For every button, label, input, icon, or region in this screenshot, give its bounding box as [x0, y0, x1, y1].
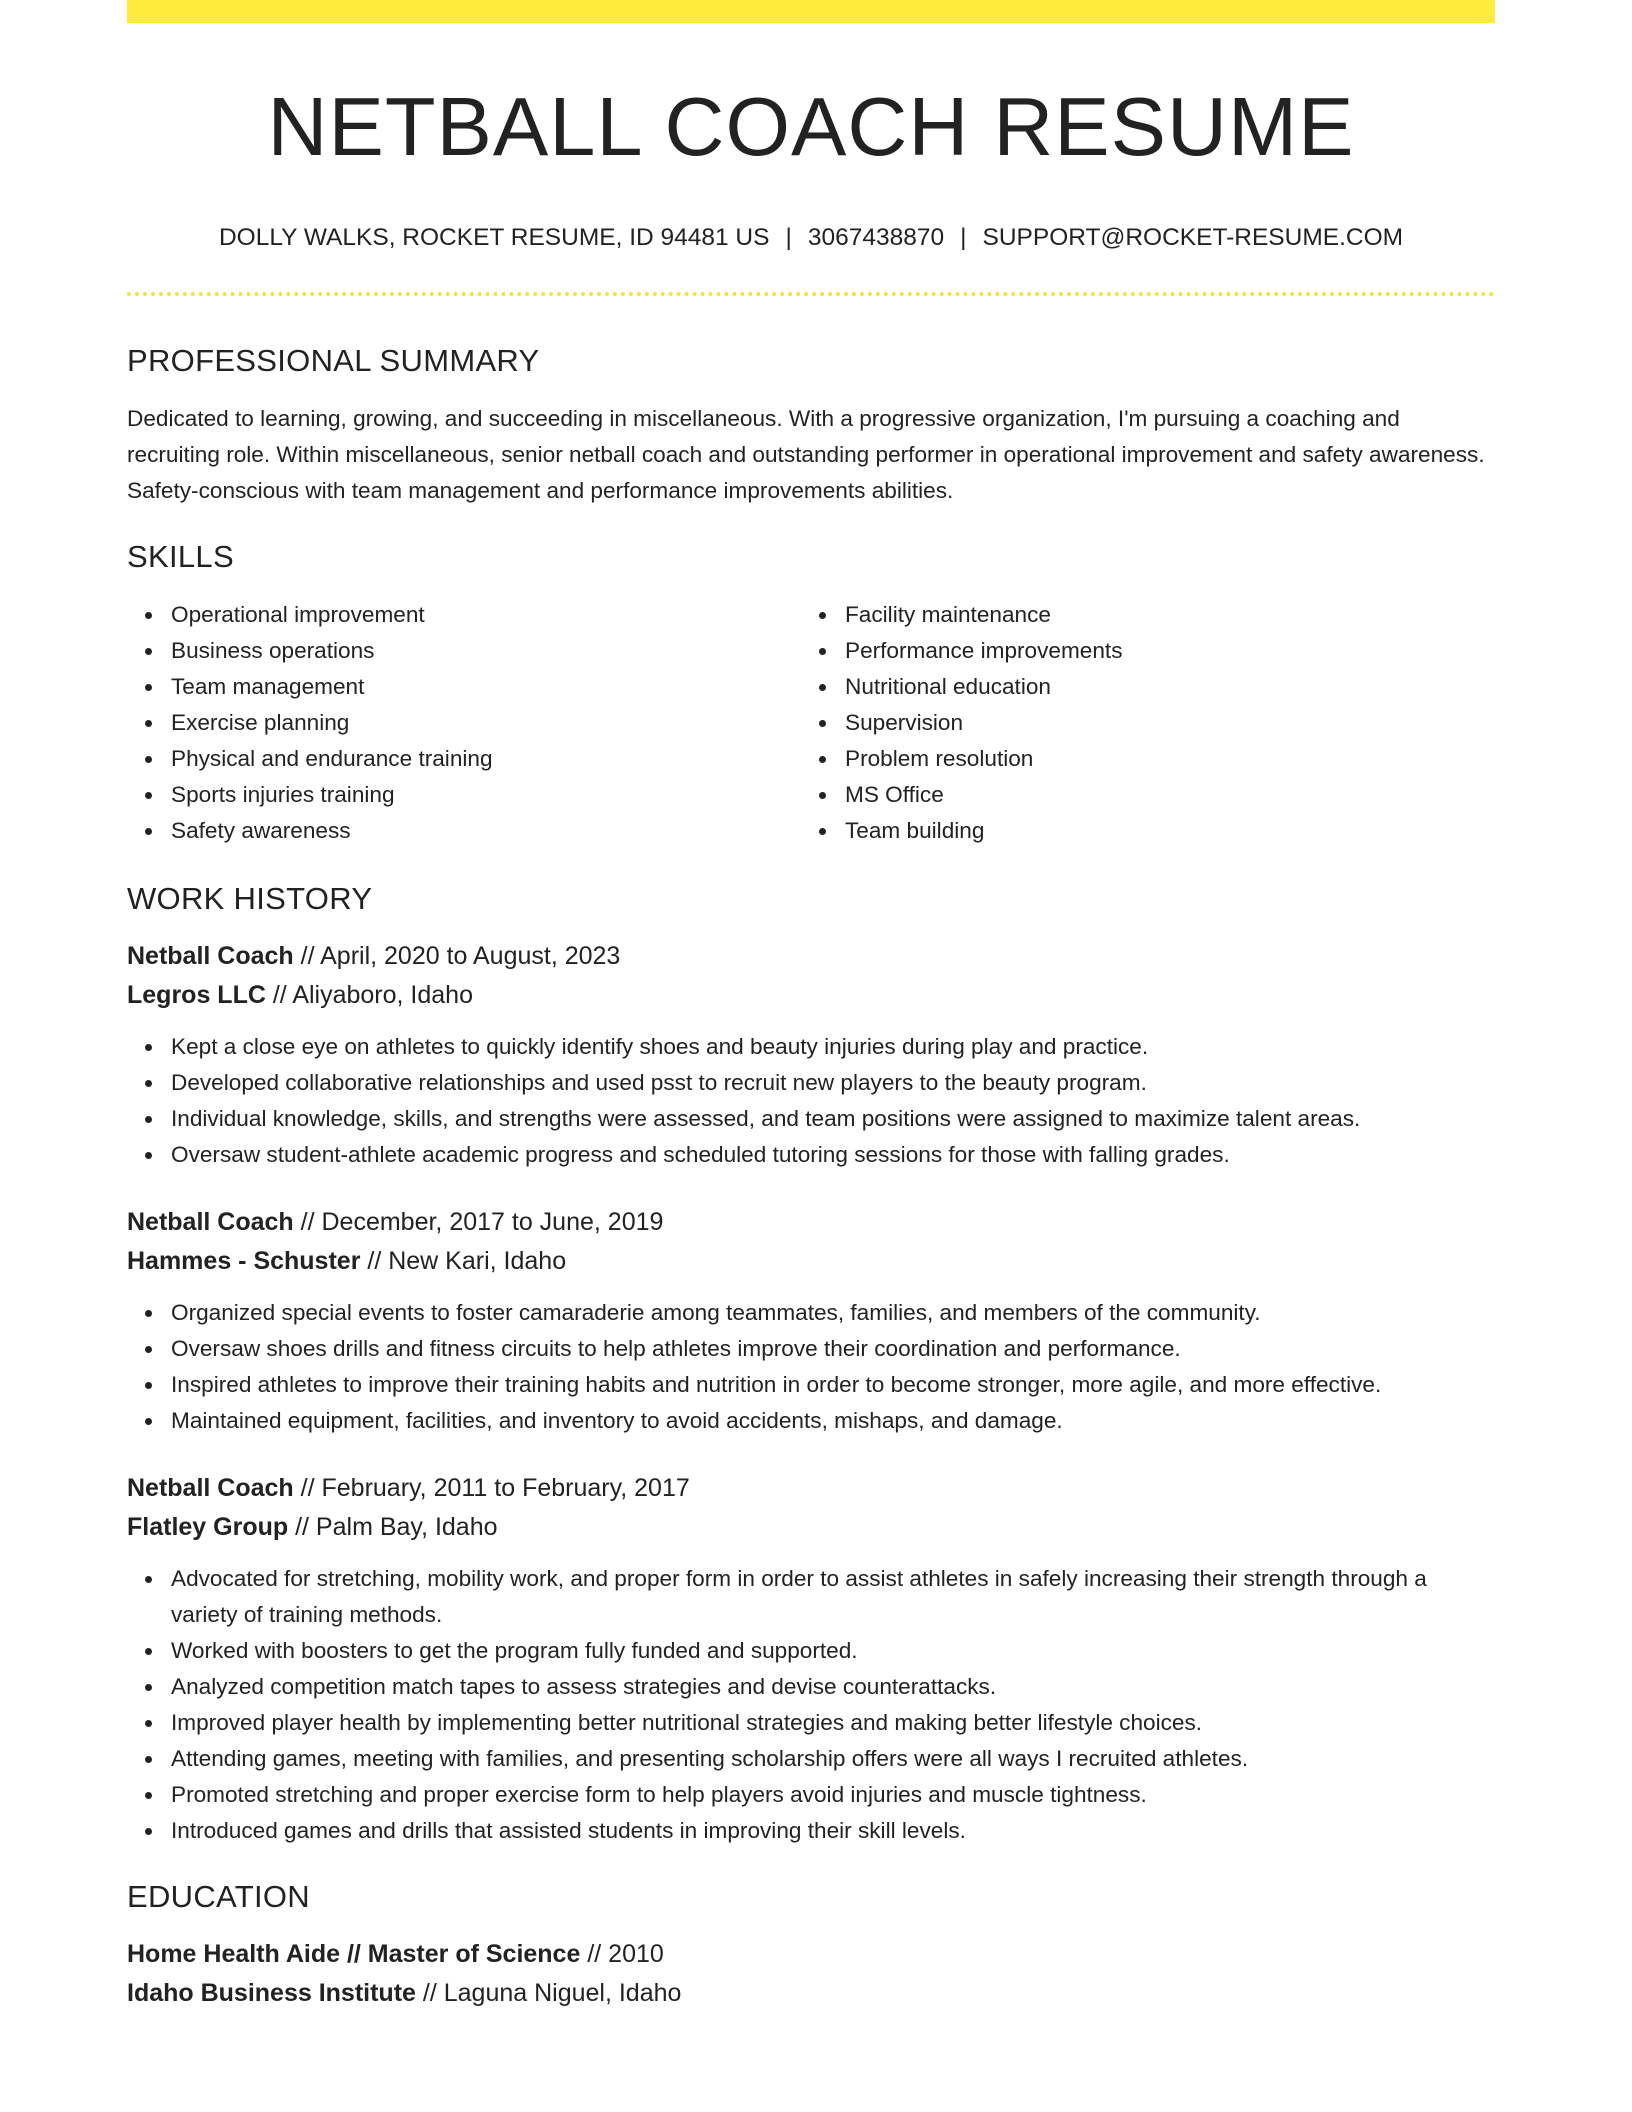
job-bullet: Worked with boosters to get the program fully funded and supported. [127, 1633, 1495, 1669]
job-company-line [127, 1242, 1495, 1281]
job-bullet: Improved player health by implementing better nutritional strategies and making better lifestyle choices. [127, 1705, 1495, 1741]
work-heading: WORK HISTORY [127, 881, 373, 916]
skill-item: MS Office [801, 777, 1475, 813]
job-dates: // February, 2011 to February, 2017 [300, 1474, 690, 1502]
job-bullet: Developed collaborative relationships and used psst to recruit new players to the beauty program. [127, 1065, 1495, 1101]
education-school-line [127, 1974, 1495, 2013]
job-bullet: Individual knowledge, skills, and strengths were assessed, and team positions were assigned to maximize talent areas. [127, 1101, 1495, 1137]
skill-item: Safety awareness [127, 813, 801, 849]
job-bullet: Inspired athletes to improve their training habits and nutrition in order to become stronger, more agile, and more effective. [127, 1367, 1495, 1403]
job-bullet: Organized special events to foster camaraderie among teammates, families, and members of the community. [127, 1295, 1495, 1331]
contact-line [127, 224, 1495, 252]
contact-phone: 3067438870 [807, 224, 945, 251]
skill-item: Problem resolution [801, 741, 1475, 777]
job-bullet: Kept a close eye on athletes to quickly identify shoes and beauty injuries during play and practice. [127, 1029, 1495, 1065]
job-title-line [127, 1469, 1495, 1508]
job-entry [127, 1469, 1495, 1849]
skills-column-left [127, 597, 801, 849]
resume-title: NETBALL COACH RESUME [267, 80, 1355, 173]
contact-email[interactable]: SUPPORT@ROCKET-RESUME.COM [982, 224, 1404, 251]
job-bullet: Advocated for stretching, mobility work, and proper form in order to assist athletes in safely increasing their strength through a variety of training methods. [127, 1561, 1495, 1633]
contact-separator: | [960, 224, 967, 251]
accent-bar [127, 0, 1495, 23]
job-bullets [127, 1295, 1495, 1439]
job-title: Netball Coach [127, 1474, 294, 1502]
job-company: Flatley Group [127, 1513, 289, 1541]
education-year: // 2010 [587, 1940, 664, 1968]
education-heading: EDUCATION [127, 1879, 310, 1914]
job-title: Netball Coach [127, 1208, 294, 1236]
job-company-line [127, 976, 1495, 1015]
skill-item: Nutritional education [801, 669, 1475, 705]
job-title: Netball Coach [127, 942, 294, 970]
job-title-line [127, 1203, 1495, 1242]
job-title-line [127, 937, 1495, 976]
job-location: // Aliyaboro, Idaho [272, 981, 473, 1009]
job-bullet: Oversaw shoes drills and fitness circuits to help athletes improve their coordination and performance. [127, 1331, 1495, 1367]
skill-item: Sports injuries training [127, 777, 801, 813]
education-entry [127, 1935, 1495, 2013]
resume-page [127, 0, 1495, 2013]
job-dates: // December, 2017 to June, 2019 [300, 1208, 664, 1236]
job-bullet: Analyzed competition match tapes to assess strategies and devise counterattacks. [127, 1669, 1495, 1705]
job-company-line [127, 1508, 1495, 1547]
skill-item: Team management [127, 669, 801, 705]
job-company: Hammes - Schuster [127, 1247, 361, 1275]
job-dates: // April, 2020 to August, 2023 [300, 942, 621, 970]
job-bullets [127, 1561, 1495, 1849]
contact-address: DOLLY WALKS, ROCKET RESUME, ID 94481 US [218, 224, 770, 251]
job-bullet: Oversaw student-athlete academic progress and scheduled tutoring sessions for those with falling grades. [127, 1137, 1495, 1173]
summary-heading: PROFESSIONAL SUMMARY [127, 343, 540, 378]
education-degree: Home Health Aide // Master of Science [127, 1940, 581, 1968]
skill-item: Supervision [801, 705, 1475, 741]
dotted-divider [127, 292, 1495, 296]
skill-item: Business operations [127, 633, 801, 669]
skill-item: Facility maintenance [801, 597, 1475, 633]
skill-item: Exercise planning [127, 705, 801, 741]
education-location: // Laguna Niguel, Idaho [422, 1979, 682, 2007]
skill-item: Team building [801, 813, 1475, 849]
job-bullets [127, 1029, 1495, 1173]
job-entry [127, 937, 1495, 1173]
job-location: // Palm Bay, Idaho [295, 1513, 498, 1541]
skill-item: Performance improvements [801, 633, 1475, 669]
contact-separator: | [785, 224, 792, 251]
summary-text: Dedicated to learning, growing, and succeeding in miscellaneous. With a progressive organization, I'm pursuing a coaching and recruiting role. Within miscellaneous, senior netball coach and outstanding performer in operational improvement and safety awareness. Safety-conscious with team management and performance improvements abilities. [127, 406, 1485, 503]
skill-item: Physical and endurance training [127, 741, 801, 777]
job-bullet: Promoted stretching and proper exercise form to help players avoid injuries and muscle tightness. [127, 1777, 1495, 1813]
job-bullet: Maintained equipment, facilities, and inventory to avoid accidents, mishaps, and damage. [127, 1403, 1495, 1439]
job-company: Legros LLC [127, 981, 266, 1009]
job-location: // New Kari, Idaho [367, 1247, 567, 1275]
job-bullet: Attending games, meeting with families, and presenting scholarship offers were all ways I recruited athletes. [127, 1741, 1495, 1777]
education-degree-line [127, 1935, 1495, 1974]
skill-item: Operational improvement [127, 597, 801, 633]
skills-column-right [801, 597, 1475, 849]
education-school: Idaho Business Institute [127, 1979, 416, 2007]
skills-list [127, 597, 1495, 849]
job-bullet: Introduced games and drills that assisted students in improving their skill levels. [127, 1813, 1495, 1849]
skills-heading: SKILLS [127, 539, 234, 574]
job-entry [127, 1203, 1495, 1439]
